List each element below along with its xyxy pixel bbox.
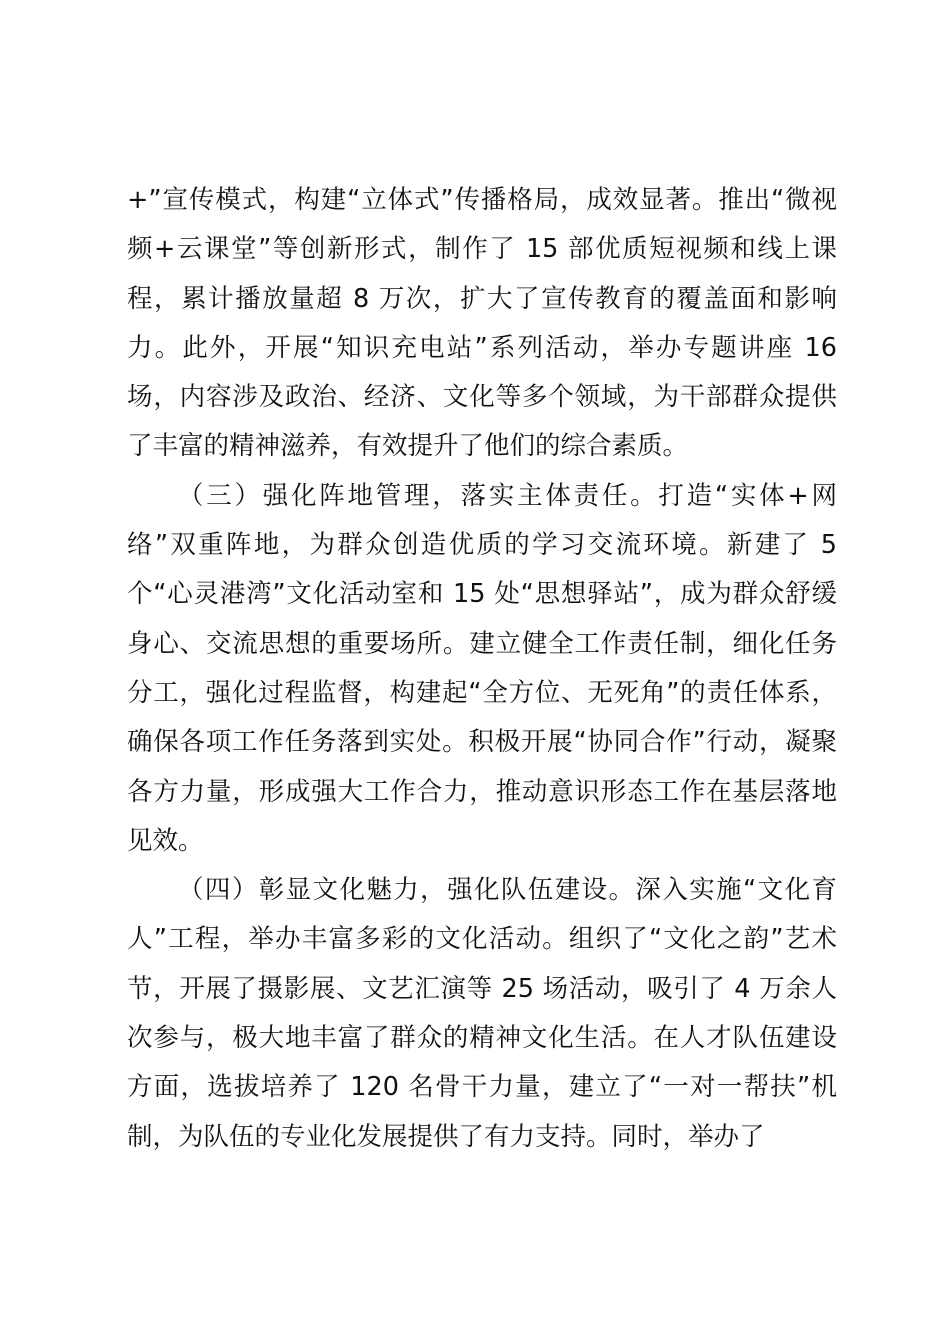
paragraph-section-3: （三）强化阵地管理，落实主体责任。打造“实体+网络”双重阵地，为群众创造优质的学习交流环境。新建了 5 个“心灵港湾”文化活动室和 15 处“思想驿站”，成为群众舒缓身心、交流思想的重要场所。建立健全工作责任制，细化任务分工，强化过程监督，构建起“全方位、无死角”的责任体系，确保各项工作任务落到实处。积极开展“协同合作”行动，凝聚各方力量，形成强大工作合力，推动意识形态工作在基层落地见效。 <box>127 480 837 856</box>
document-body <box>127 176 837 1162</box>
paragraph-section-4: （四）彰显文化魅力，强化队伍建设。深入实施“文化育人”工程，举办丰富多彩的文化活动。组织了“文化之韵”艺术节，开展了摄影展、文艺汇演等 25 场活动，吸引了 4 万余人次参与，极大地丰富了群众的精神文化生活。在人才队伍建设方面，选拔培养了 120 名骨干力量，建立了“一对一帮扶”机制，为队伍的专业化发展提供了有力支持。同时，举办了 <box>127 875 837 1152</box>
paragraph-continuation: +”宣传模式，构建“立体式”传播格局，成效显著。推出“微视频+云课堂”等创新形式，制作了 15 部优质短视频和线上课程，累计播放量超 8 万次，扩大了宣传教育的覆盖面和影响力。此外，开展“知识充电站”系列活动，举办专题讲座 16 场，内容涉及政治、经济、文化等多个领域，为干部群众提供了丰富的精神滋养，有效提升了他们的综合素质。 <box>127 185 837 462</box>
